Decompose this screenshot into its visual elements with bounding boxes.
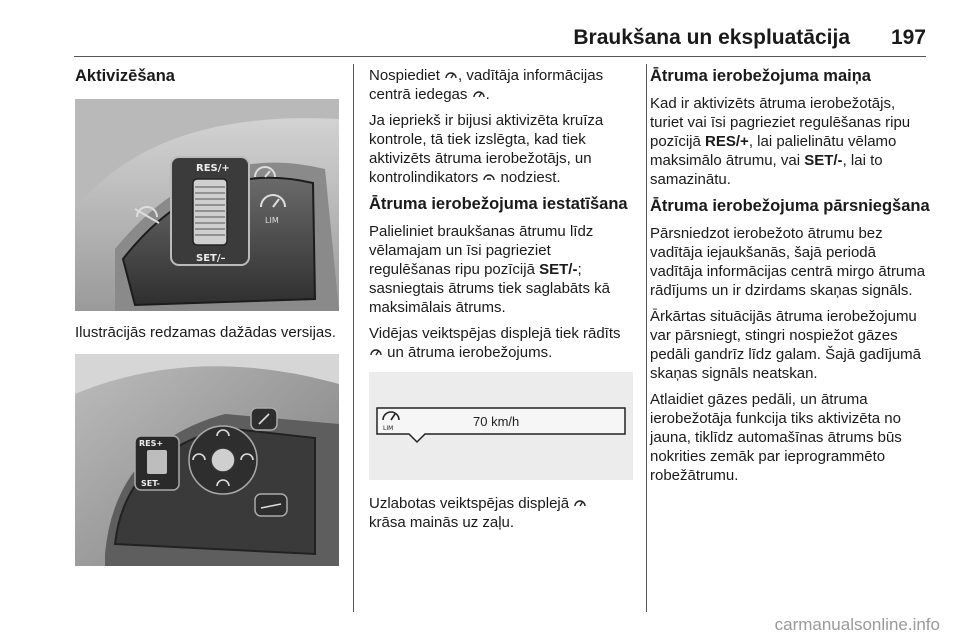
speed-limiter-icon [369, 346, 383, 358]
paragraph-advanced-display [369, 494, 635, 532]
running-header-title: Braukšana un ekspluatācija [573, 26, 850, 49]
text: Kad ir aktivizēts ātruma ierobežotājs, turiet vai īsi pagrieziet regulēšanas ripu pozīcijā [650, 95, 911, 150]
paragraph-exceed-2: Ārkārtas situācijās ātruma ierobežojumu var pārsniegt, stingri nospiežot gāzes pedāli gandrīz līdz galam. Šajā gadījumā skaņas signāls neatskan. [650, 308, 921, 382]
watermark: carmanualsonline.info [774, 615, 940, 634]
set-minus-text: SET/- [539, 261, 578, 278]
text: krāsa mainās uz zaļu. [369, 514, 515, 531]
display-speed-value: 70 km/h [473, 414, 520, 429]
steering-wheel-figure-1 [75, 99, 339, 311]
res-plus-label: RES/+ [196, 163, 230, 174]
text: Ja iepriekš ir bijusi aktivizēta kruīza kontrole, tā tiek izslēgta, kad tiek aktivizēts ātruma ierobežotājs, un kontrolindikators [369, 112, 604, 186]
text: . [485, 86, 490, 103]
paragraph-set-limit [369, 222, 635, 317]
column-divider-1 [353, 64, 354, 612]
paragraph-press [369, 66, 635, 104]
set-label: SET- [141, 479, 160, 488]
text: Vidējas veiktspējas displejā tiek rādīts [369, 325, 621, 342]
cruise-control-indicator-icon [482, 171, 496, 183]
driver-info-display-figure [369, 372, 633, 480]
section-heading-activation: Aktivizēšana [75, 67, 175, 85]
column-1 [75, 66, 340, 566]
page-number: 197 [890, 26, 926, 49]
paragraph-exceed-1: Pārsniedzot ierobežoto ātrumu bez vadītāja iejaukšanās, šajā periodā vadītāja informācijas centrā mirgo ātruma rādījums un ir dzirdams skaņas signāls. [650, 225, 926, 299]
paragraph-mid-display [369, 324, 635, 362]
display-lim-label: LIM [383, 425, 394, 432]
res-label: RES+ [139, 439, 164, 448]
res-plus-text: RES/+ [705, 133, 749, 150]
column-divider-2 [646, 64, 647, 612]
set-minus-text: SET/- [804, 152, 843, 169]
section-heading-exceed-limit: Ātruma ierobežojuma pārsniegšana [650, 197, 930, 215]
text: Palieliniet braukšanas ātrumu līdz vēlamajam un īsi pagrieziet regulēšanas ripu pozīcijā [369, 223, 594, 278]
text: , lai palielinātu vēlamo maksimālo ātrumu, vai [650, 133, 897, 169]
column-2 [369, 66, 635, 539]
text: nodziest. [496, 169, 561, 186]
paragraph-cruise-off [369, 111, 635, 187]
text: , vadītāja informācijas centrā iedegas [369, 67, 604, 103]
header-rule [74, 56, 926, 57]
figure-caption: Ilustrācijās redzamas dažādas versijas. [75, 324, 336, 341]
text: Nospiediet [369, 67, 445, 84]
set-minus-label: SET/– [196, 253, 226, 264]
speed-limiter-icon [444, 69, 458, 81]
lim-label: LIM [265, 216, 279, 225]
text: Uzlabotas veiktspējas displejā [369, 495, 574, 512]
column-3 [650, 66, 930, 492]
text: , lai to samazinātu. [650, 152, 883, 188]
section-heading-set-limit: Ātruma ierobežojuma iestatīšana [369, 195, 628, 213]
text: un ātruma ierobežojums. [383, 344, 553, 361]
text: ; sasniegtais ātrums tiek saglabāts kā maksimālais ātrums. [369, 261, 610, 316]
paragraph-exceed-3: Atlaidiet gāzes pedāli, un ātruma ierobežotāja funkcija tiks aktivizēta no jauna, tiklīdz automašīnas ātrums būs nokrities zemāk par ieprogrammēto robežātrumu. [650, 391, 902, 484]
speed-limiter-icon [573, 497, 587, 509]
paragraph-change-limit [650, 94, 930, 189]
speed-limiter-icon [472, 88, 486, 100]
steering-wheel-figure-2 [75, 354, 339, 566]
section-heading-change-limit: Ātruma ierobežojuma maiņa [650, 67, 871, 85]
